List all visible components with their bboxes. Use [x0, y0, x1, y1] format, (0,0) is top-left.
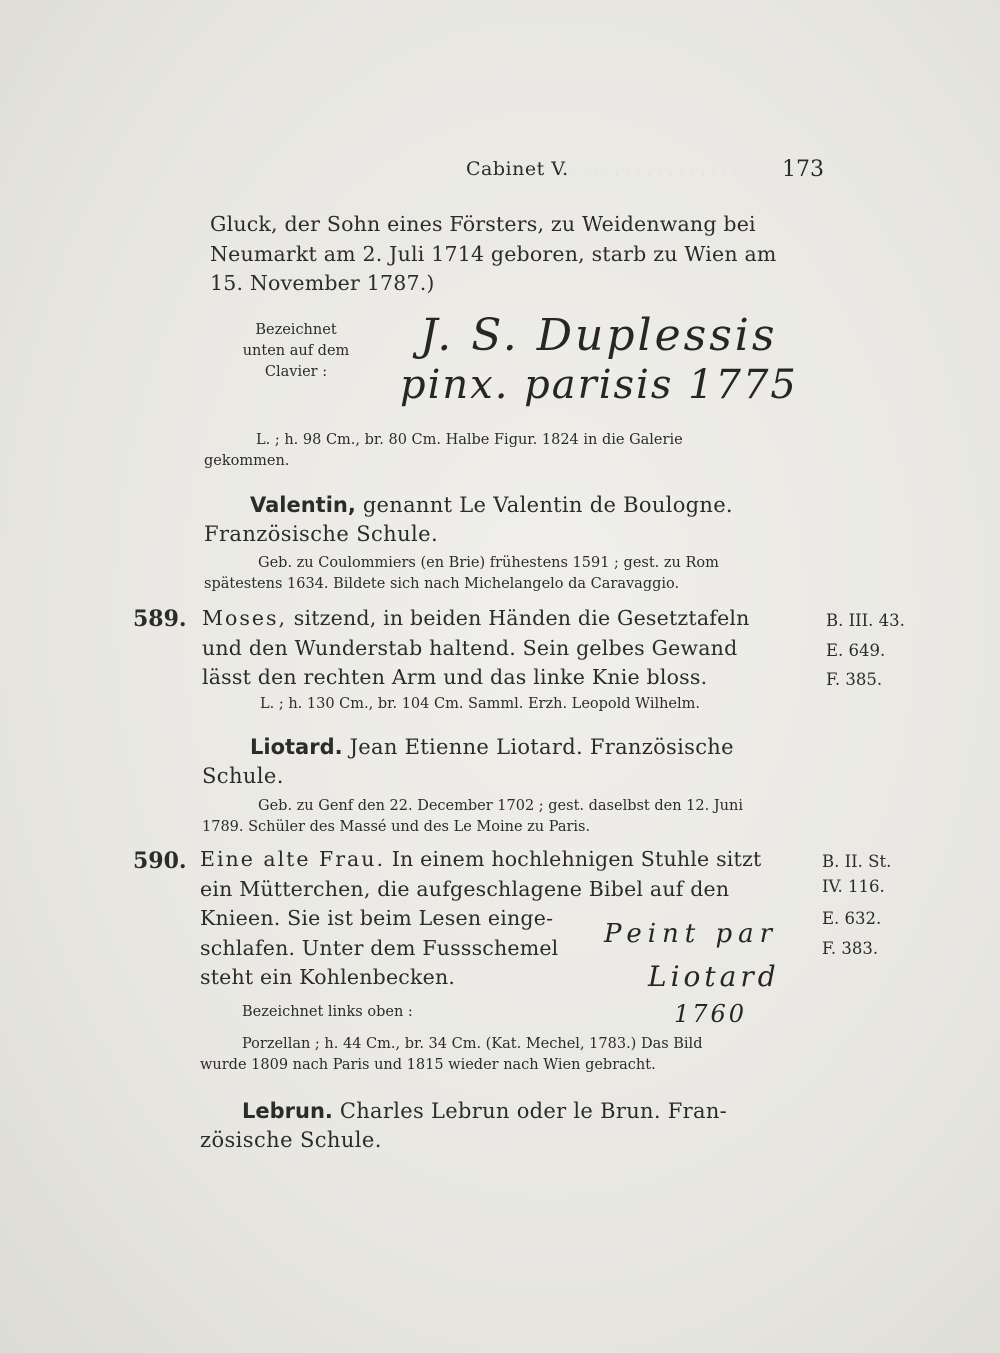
text-line: Knieen. Sie ist beim Lesen einge-: [200, 906, 554, 930]
note-line: Porzellan ; h. 44 Cm., br. 34 Cm. (Kat. Mechel, 1783.) Das Bild: [242, 1036, 703, 1052]
artist-heading-lebrun: [242, 1096, 727, 1126]
artist-bio: [202, 796, 743, 838]
gluck-text: [210, 210, 777, 299]
text-line: schlafen. Unter dem Fussschemel: [200, 935, 559, 960]
reference: B. III. 43.: [826, 611, 905, 630]
catalogue-number: 590.: [133, 848, 187, 874]
label-line: unten auf dem: [242, 343, 350, 359]
note-line: gekommen.: [204, 453, 290, 469]
signature-label: Bezeichnet links oben :: [242, 1004, 413, 1020]
entry-note: L. ; h. 130 Cm., br. 104 Cm. Samml. Erzh. Leopold Wilhelm.: [260, 696, 701, 712]
text-line: Neumarkt am 2. Juli 1714 geboren, starb zu Wien am: [210, 241, 777, 266]
artist-name: Liotard.: [250, 735, 343, 759]
school-line: Französische Schule.: [204, 522, 439, 546]
bio-line: 1789. Schüler des Massé und des Le Moine zu Paris.: [202, 819, 591, 835]
liotard-handwritten-signature: [598, 910, 818, 1030]
bleed-through: . . . . . . . . . . . . . . . . . . .: [560, 160, 760, 180]
text-line: lässt den rechten Arm und das linke Knie bloss.: [202, 665, 708, 689]
school-line: Schule.: [202, 764, 284, 788]
catalogue-number: 589.: [133, 606, 187, 632]
artist-heading-rest: Jean Etienne Liotard. Französische: [342, 735, 734, 759]
signature-line: J. S. Duplessis: [420, 310, 778, 361]
school-line: zösische Schule.: [200, 1128, 382, 1152]
entry-note: [200, 1034, 702, 1076]
entry-text: [202, 604, 750, 693]
bio-line: spätestens 1634. Bildete sich nach Michelangelo da Caravaggio.: [204, 576, 680, 592]
reference: IV. 116.: [822, 876, 885, 896]
text-line: In einem hochlehnigen Stuhle sitzt: [385, 847, 762, 871]
artist-heading-rest: Charles Lebrun oder le Brun. Fran-: [332, 1099, 728, 1123]
artist-name: Valentin,: [250, 493, 356, 517]
reference: E. 649.: [826, 640, 886, 660]
label-line: Bezeichnet: [255, 322, 337, 338]
entry-title: Eine alte Frau.: [200, 847, 386, 871]
artist-bio: [204, 553, 719, 595]
signature-line: Peint par: [604, 919, 779, 949]
reference: F. 385.: [826, 670, 883, 689]
artist-heading-liotard: [250, 732, 734, 762]
text-line: ein Mütterchen, die aufgeschlagene Bibel auf den: [200, 876, 730, 901]
running-header: Cabinet V.: [466, 158, 569, 180]
signature-label: [228, 320, 364, 383]
reference: F. 383.: [822, 938, 879, 958]
duplessis-handwritten-signature: [390, 298, 830, 408]
text-line: 15. November 1787.): [210, 271, 435, 295]
signature-line: 1760: [674, 1000, 748, 1028]
artist-heading-valentin: [250, 490, 733, 520]
text-line: steht ein Kohlenbecken.: [200, 965, 456, 989]
text-line: Gluck, der Sohn eines Försters, zu Weidenwang bei: [210, 212, 756, 236]
note-line: L. ; h. 98 Cm., br. 80 Cm. Halbe Figur. 1824 in die Galerie: [256, 432, 683, 448]
text-line: sitzend, in beiden Händen die Gesetztafeln: [287, 606, 750, 630]
catalogue-references: [822, 847, 891, 963]
catalogue-references: [826, 606, 905, 695]
reference: E. 632.: [822, 909, 882, 928]
note-line: wurde 1809 nach Paris und 1815 wieder nach Wien gebracht.: [200, 1057, 656, 1073]
page-number: 173: [782, 157, 824, 182]
bio-line: Geb. zu Coulommiers (en Brie) frühestens 1591 ; gest. zu Rom: [258, 555, 719, 571]
signature-line: pinx. parisis 1775: [400, 362, 798, 408]
painting-note: [204, 430, 683, 472]
label-line: Clavier :: [264, 364, 328, 380]
bio-line: Geb. zu Genf den 22. December 1702 ; gest. daselbst den 12. Juni: [258, 798, 743, 814]
reference: B. II. St.: [822, 852, 892, 871]
artist-heading-rest: genannt Le Valentin de Boulogne.: [355, 493, 733, 517]
text-line: und den Wunderstab haltend. Sein gelbes Gewand: [202, 635, 738, 660]
signature-line: Liotard: [648, 960, 780, 993]
artist-name: Lebrun.: [242, 1099, 333, 1123]
entry-title: Moses,: [202, 606, 288, 630]
